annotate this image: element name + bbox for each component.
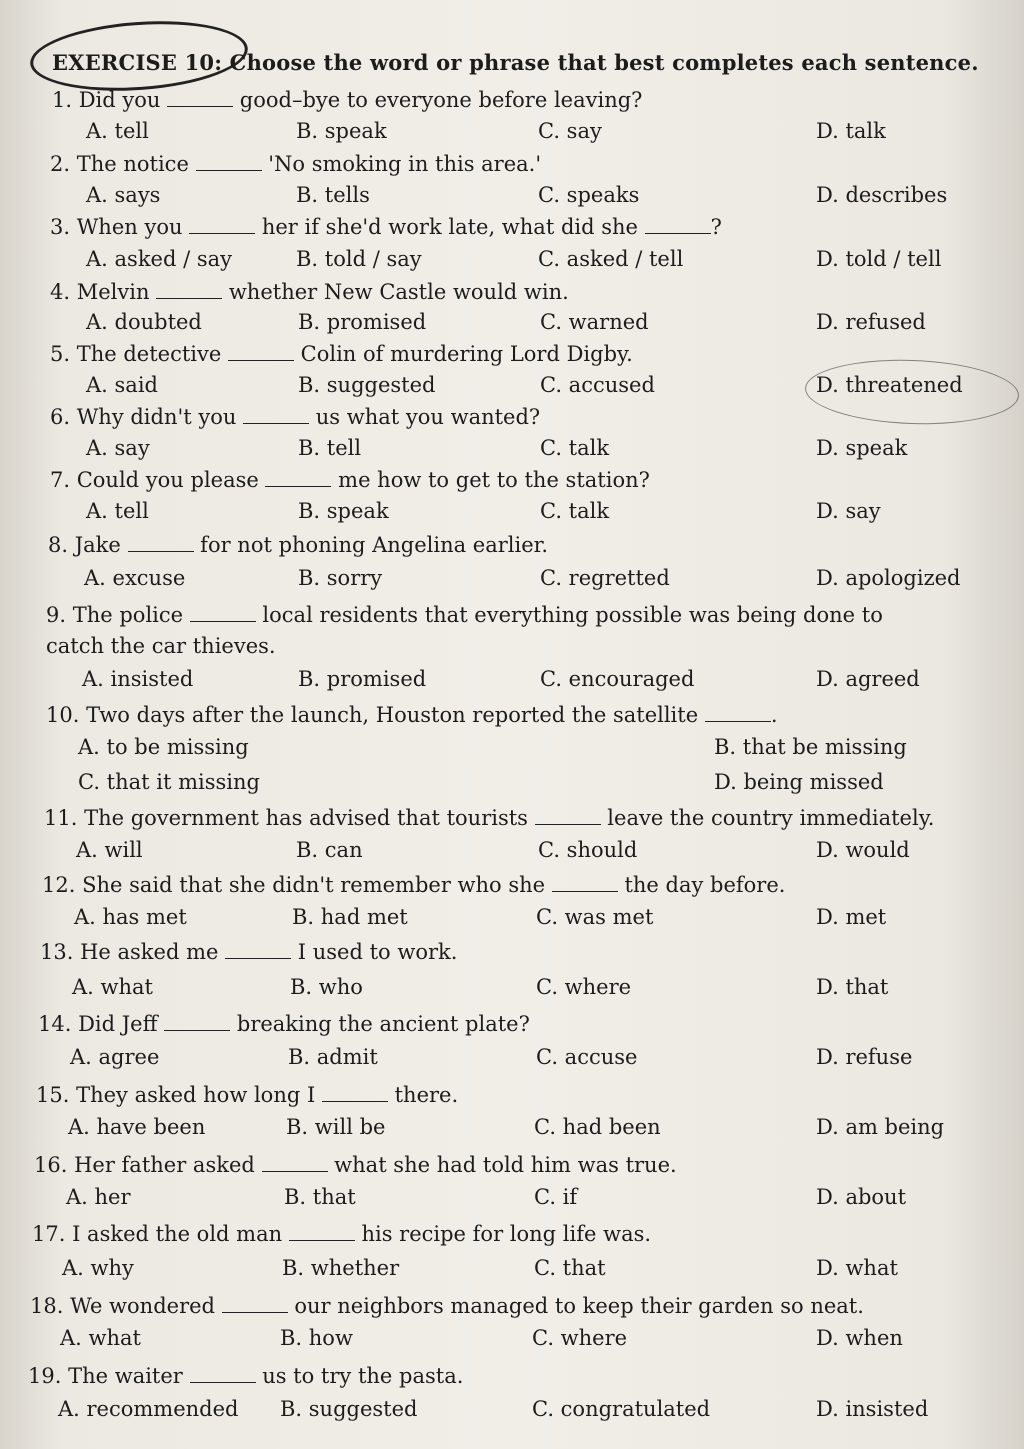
option-b[interactable]: B. sorry [298,566,383,590]
answer-blank[interactable] [705,705,771,722]
question-text: . [770,703,778,727]
option-d[interactable]: D. insisted [816,1397,929,1421]
option-c[interactable]: C. that [534,1256,606,1280]
option-c[interactable]: C. was met [536,905,654,929]
question-number: 13. [40,940,81,964]
answer-blank[interactable] [243,407,309,424]
question-2 [50,152,541,176]
option-a[interactable]: A. why [62,1256,134,1280]
question-text: She said that she didn't remember who she [82,873,552,897]
question-text: I asked the old man [72,1222,289,1246]
exercise-heading [52,50,992,75]
option-a[interactable]: A. what [60,1326,141,1350]
option-d[interactable]: D. what [816,1256,898,1280]
question-text: Why didn't you [76,405,244,429]
option-c[interactable]: C. if [534,1185,578,1209]
question-text: I used to work. [291,940,458,964]
answer-blank[interactable] [156,282,222,299]
option-b[interactable]: B. suggested [298,373,436,397]
question-text: Did you [78,88,168,112]
answer-blank[interactable] [222,1296,288,1313]
question-text: local residents that everything possible was being done to [255,603,883,627]
option-d[interactable]: D. that [816,975,889,999]
option-b[interactable]: B. how [280,1326,353,1350]
question-text: ? [710,215,722,239]
option-b[interactable]: B. who [290,975,363,999]
question-number: 8. [48,533,75,557]
answer-blank[interactable] [322,1085,388,1102]
option-a[interactable]: A. what [72,975,153,999]
answer-blank[interactable] [228,344,294,361]
option-a[interactable]: A. have been [68,1115,206,1139]
option-b[interactable]: B. will be [286,1115,386,1139]
question-number: 14. [38,1012,79,1036]
option-d[interactable]: D. say [816,499,881,523]
question-text: good–bye to everyone before leaving? [233,88,643,112]
option-c[interactable]: C. that it missing [78,770,260,794]
question-text: 'No smoking in this area.' [261,152,542,176]
option-c[interactable]: C. had been [534,1115,661,1139]
option-b[interactable]: B. admit [288,1045,378,1069]
question-text: The waiter [68,1364,190,1388]
option-c[interactable]: C. regretted [540,566,670,590]
answer-blank[interactable] [265,470,331,487]
option-c[interactable]: C. encouraged [540,667,695,691]
answer-blank[interactable] [645,217,711,234]
question-text: us to try the pasta. [255,1364,464,1388]
option-a[interactable]: A. to be missing [78,735,249,759]
option-a[interactable]: A. agree [70,1045,160,1069]
question-text: We wondered [70,1294,222,1318]
question-12 [42,873,785,897]
question-text: Melvin [76,280,157,304]
question-number: 5. [50,342,77,366]
question-text: Her father asked [74,1153,262,1177]
option-c[interactable]: C. where [536,975,632,999]
question-number: 16. [34,1153,75,1177]
question-7 [50,468,650,492]
question-5 [50,342,633,366]
option-c[interactable]: C. where [532,1326,628,1350]
question-text: the day before. [617,873,786,897]
option-c[interactable]: C. speaks [538,183,640,207]
option-a[interactable]: A. said [86,373,158,397]
option-b[interactable]: B. tells [296,183,370,207]
question-text: The detective [76,342,228,366]
question-text: breaking the ancient plate? [230,1012,530,1036]
question-9 [46,603,883,627]
option-c[interactable]: C. congratulated [532,1397,711,1421]
answer-blank[interactable] [552,875,618,892]
option-a[interactable]: A. asked / say [86,247,232,271]
question-number: 4. [50,280,77,304]
question-text: He asked me [80,940,226,964]
question-text: The notice [76,152,196,176]
option-c[interactable]: C. talk [540,499,610,523]
option-d[interactable]: D. apologized [816,566,961,590]
option-d[interactable]: D. speak [816,436,908,460]
option-a[interactable]: A. say [86,436,150,460]
question-10 [46,703,778,727]
question-number: 10. [46,703,87,727]
option-d[interactable]: D. agreed [816,667,920,691]
option-b[interactable]: B. that [284,1185,356,1209]
option-c[interactable]: C. warned [540,310,649,334]
option-b[interactable]: B. promised [298,310,427,334]
option-d[interactable]: D. when [816,1326,903,1350]
question-number: 11. [44,806,85,830]
question-number: 17. [32,1222,73,1246]
option-d[interactable]: D. refuse [816,1045,913,1069]
question-14 [38,1012,530,1036]
question-text: our neighbors managed to keep their garden so neat. [287,1294,864,1318]
question-text: us what you wanted? [309,405,541,429]
question-17 [32,1222,651,1246]
answer-blank[interactable] [190,1366,256,1383]
option-d[interactable]: D. threatened [816,373,963,397]
option-d[interactable]: D. talk [816,119,886,143]
question-19 [28,1364,463,1388]
question-15 [36,1083,458,1107]
question-18 [30,1294,864,1318]
question-4 [50,280,569,304]
answer-blank[interactable] [189,217,255,234]
question-text: When you [76,215,190,239]
question-number: 15. [36,1083,77,1107]
question-text: me how to get to the station? [331,468,650,492]
answer-blank[interactable] [262,1155,328,1172]
question-16 [34,1153,677,1177]
option-b[interactable]: B. tell [298,436,362,460]
question-text: what she had told him was true. [327,1153,677,1177]
question-13 [40,940,457,964]
question-text: there. [387,1083,459,1107]
option-d[interactable]: D. being missed [714,770,884,794]
question-number: 2. [50,152,77,176]
option-a[interactable]: A. her [66,1185,131,1209]
answer-blank[interactable] [196,154,262,171]
question-text: The police [72,603,190,627]
option-b[interactable]: B. speak [296,119,387,143]
answer-blank[interactable] [128,535,194,552]
option-c[interactable]: C. asked / tell [538,247,684,271]
option-d[interactable]: D. would [816,838,910,862]
option-a[interactable]: A. will [76,838,143,862]
question-number: 19. [28,1364,69,1388]
option-b[interactable]: B. promised [298,667,427,691]
question-number: 3. [50,215,77,239]
question-text-continued: catch the car thieves. [46,634,276,658]
option-c[interactable]: C. should [538,838,638,862]
option-d[interactable]: D. told / tell [816,247,942,271]
option-d[interactable]: D. refused [816,310,926,334]
question-text: leave the country immediately. [600,806,935,830]
option-c[interactable]: C. talk [540,436,610,460]
answer-blank[interactable] [535,808,601,825]
question-number: 1. [52,88,79,112]
answer-blank[interactable] [190,605,256,622]
question-text: his recipe for long life was. [354,1222,652,1246]
question-3 [50,215,722,239]
option-d[interactable]: D. am being [816,1115,945,1139]
question-8 [48,533,548,557]
question-number: 7. [50,468,77,492]
option-b[interactable]: B. told / say [296,247,422,271]
answer-blank[interactable] [289,1224,355,1241]
option-c[interactable]: C. say [538,119,602,143]
question-text: for not phoning Angelina earlier. [193,533,549,557]
exercise-instruction: Choose the word or phrase that best completes each sentence. [229,50,979,75]
option-b[interactable]: B. can [296,838,363,862]
option-a[interactable]: A. tell [86,499,149,523]
question-text: Colin of murdering Lord Digby. [293,342,633,366]
question-1 [52,88,642,112]
option-b[interactable]: B. had met [292,905,408,929]
option-b[interactable]: B. speak [298,499,389,523]
option-c[interactable]: C. accuse [536,1045,638,1069]
question-number: 9. [46,603,73,627]
question-6 [50,405,540,429]
answer-blank[interactable] [167,90,233,107]
exercise-label: EXERCISE 10: [52,50,223,75]
question-text: Did Jeff [78,1012,165,1036]
question-text: They asked how long I [76,1083,322,1107]
question-text: Could you please [76,468,266,492]
option-c[interactable]: C. accused [540,373,655,397]
option-b[interactable]: B. whether [282,1256,400,1280]
option-b[interactable]: B. suggested [280,1397,418,1421]
option-a[interactable]: A. recommended [58,1397,239,1421]
option-d[interactable]: D. met [816,905,887,929]
option-a[interactable]: A. insisted [82,667,194,691]
option-a[interactable]: A. has met [74,905,187,929]
option-d[interactable]: D. describes [816,183,948,207]
option-d[interactable]: D. about [816,1185,907,1209]
option-a[interactable]: A. doubted [86,310,202,334]
question-number: 18. [30,1294,71,1318]
question-number: 12. [42,873,83,897]
answer-blank[interactable] [164,1014,230,1031]
question-number: 6. [50,405,77,429]
option-b[interactable]: B. that be missing [714,735,907,759]
option-a[interactable]: A. tell [86,119,149,143]
question-text: whether New Castle would win. [222,280,569,304]
question-text: Jake [74,533,128,557]
answer-blank[interactable] [225,942,291,959]
option-a[interactable]: A. excuse [84,566,186,590]
question-text: her if she'd work late, what did she [255,215,645,239]
question-text: The government has advised that tourists [84,806,535,830]
option-a[interactable]: A. says [86,183,161,207]
question-text: Two days after the launch, Houston reported the satellite [86,703,705,727]
question-11 [44,806,934,830]
